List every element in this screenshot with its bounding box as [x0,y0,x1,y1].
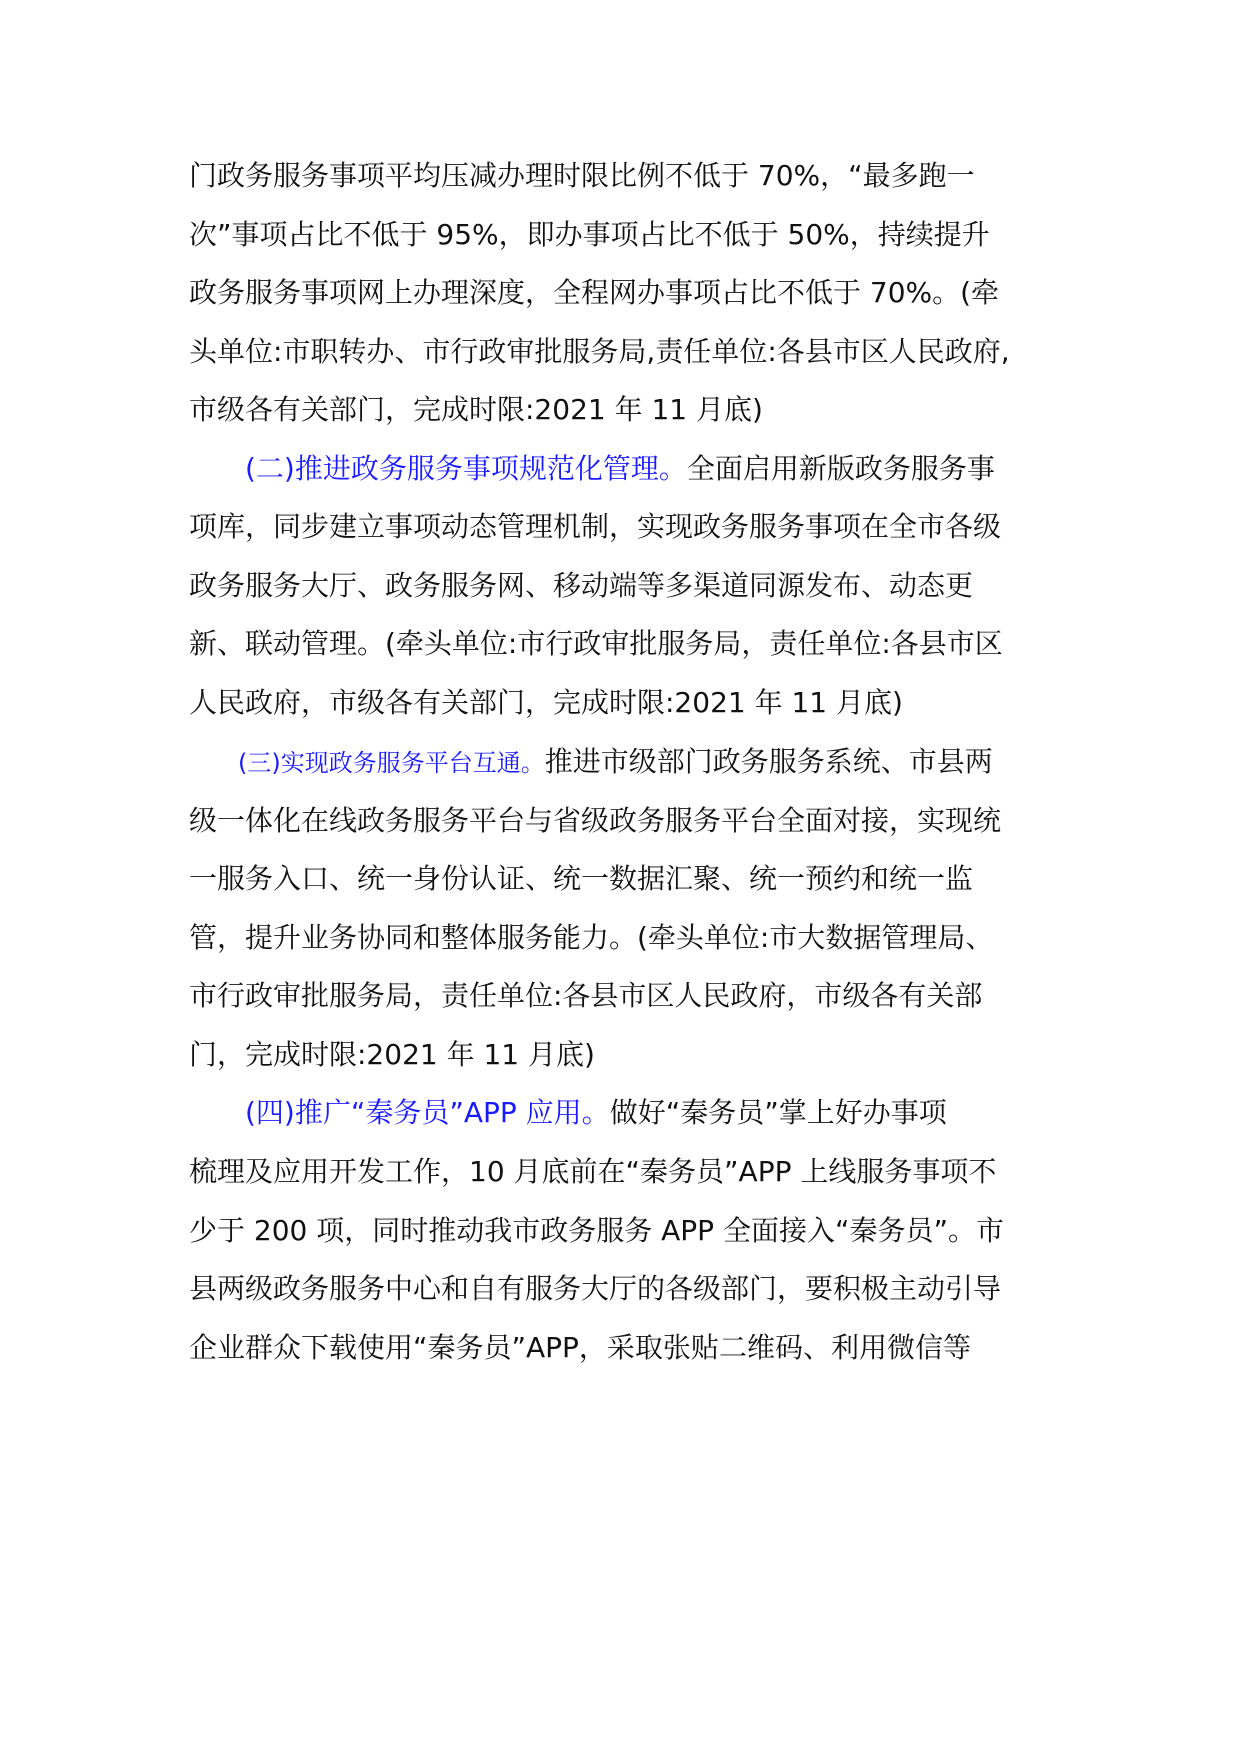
section-heading-line [245,444,1125,494]
line-text: 市级各有关部门，完成时限:2021 年 11 月底) [189,393,763,426]
paragraph-line [189,1323,1069,1373]
line-text: 推进市级部门政务服务系统、市县两 [544,745,993,778]
section-heading: (二)推进政务服务事项规范化管理。 [245,452,687,485]
paragraph-line [189,854,1069,904]
line-text: 项库，同步建立事项动态管理机制，实现政务服务事项在全市各级 [189,510,1002,543]
paragraph-line [189,561,1069,611]
paragraph-line [189,619,1069,669]
paragraph-line [189,1147,1069,1197]
line-text: 少于 200 项，同时推动我市政务服务 APP 全面接入“秦务员”。市 [189,1214,1004,1247]
paragraph-line [189,796,1069,846]
paragraph-line [189,151,1069,201]
paragraph-line [189,678,1069,728]
section-heading-line [238,737,1118,787]
section-heading: (三)实现政务服务平台互通。 [238,749,545,777]
paragraph-line [189,210,1069,260]
section-heading: (四)推广“秦务员”APP 应用。 [245,1096,610,1129]
section-heading-line [245,1088,1125,1138]
line-text: 头单位:市职转办、市行政审批服务局,责任单位:各县市区人民政府, [189,335,1010,368]
line-text: 级一体化在线政务服务平台与省级政务服务平台全面对接，实现统 [189,804,1002,837]
line-text: 次”事项占比不低于 95%，即办事项占比不低于 50%，持续提升 [189,218,990,251]
paragraph-line [189,502,1069,552]
paragraph-line [189,327,1069,377]
line-text: 企业群众下载使用“秦务员”APP，采取张贴二维码、利用微信等 [189,1331,971,1364]
paragraph-line [189,1264,1069,1314]
paragraph-line [189,913,1069,963]
line-text: 管，提升业务协同和整体服务能力。(牵头单位:市大数据管理局、 [189,921,994,954]
line-text: 做好“秦务员”掌上好办事项 [609,1096,947,1129]
line-text: 新、联动管理。(牵头单位:市行政审批服务局，责任单位:各县市区 [189,627,1003,660]
line-text: 市行政审批服务局，责任单位:各县市区人民政府，市级各有关部 [189,979,983,1012]
line-text: 政务服务事项网上办理深度，全程网办事项占比不低于 70%。(牵 [189,276,1000,309]
line-text: 人民政府，市级各有关部门，完成时限:2021 年 11 月底) [189,686,903,719]
line-text: 门，完成时限:2021 年 11 月底) [189,1038,595,1071]
paragraph-line [189,971,1069,1021]
line-text: 全面启用新版政务服务事 [686,452,995,485]
paragraph-line [189,1206,1069,1256]
line-text: 梳理及应用开发工作，10 月底前在“秦务员”APP 上线服务事项不 [189,1155,997,1188]
paragraph-line [189,385,1069,435]
line-text: 一服务入口、统一身份认证、统一数据汇聚、统一预约和统一监 [189,862,974,895]
paragraph-line [189,1030,1069,1080]
paragraph-line [189,268,1069,318]
line-text: 门政务服务事项平均压减办理时限比例不低于 70%，“最多跑一 [189,159,975,192]
line-text: 政务服务大厅、政务服务网、移动端等多渠道同源发布、动态更 [189,569,974,602]
line-text: 县两级政务服务中心和自有服务大厅的各级部门，要积极主动引导 [189,1272,1002,1305]
